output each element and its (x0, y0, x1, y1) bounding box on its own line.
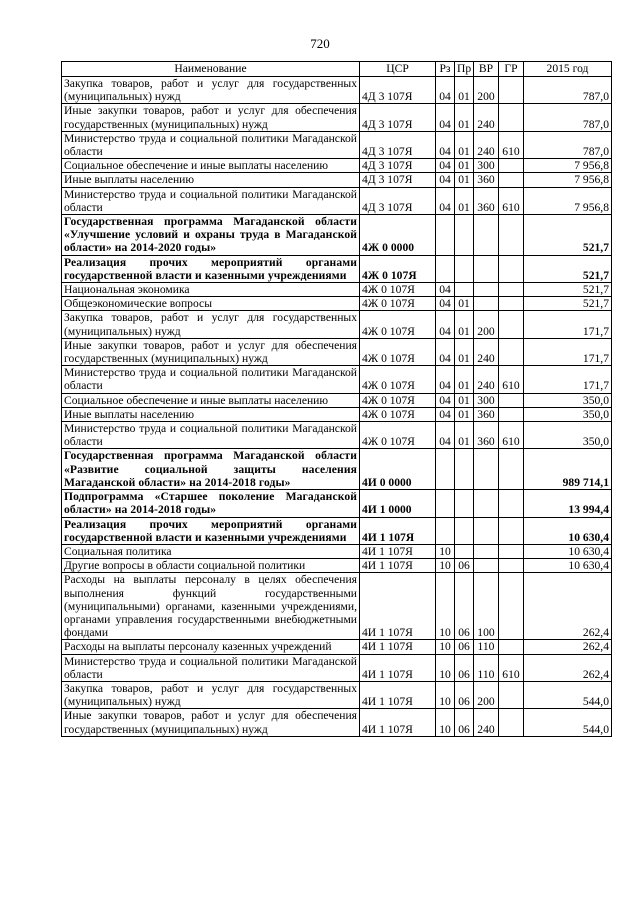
row-vr (474, 215, 499, 256)
row-rz: 04 (436, 283, 455, 297)
row-rz (436, 255, 455, 282)
row-rz: 04 (436, 338, 455, 365)
row-name: Реализация прочих мероприятий органами государственной власти и казенными учреждениями (62, 517, 360, 544)
row-vr: 200 (474, 77, 499, 104)
row-gr (499, 640, 524, 654)
row-name: Иные закупки товаров, работ и услуг для обеспечения государственных (муниципальных) нужд (62, 709, 360, 736)
row-vr: 200 (474, 681, 499, 708)
row-rz: 04 (436, 297, 455, 311)
row-gr (499, 215, 524, 256)
row-pr: 01 (455, 104, 474, 131)
row-csr: 4И 1 107Я (360, 517, 436, 544)
row-gr (499, 573, 524, 640)
row-pr: 01 (455, 77, 474, 104)
row-gr: 610 (499, 654, 524, 681)
row-gr (499, 559, 524, 573)
table-row (62, 559, 612, 573)
row-vr: 240 (474, 131, 499, 158)
table-header-row (62, 62, 612, 77)
row-pr (455, 517, 474, 544)
row-vr: 300 (474, 159, 499, 173)
row-rz: 04 (436, 131, 455, 158)
row-pr (455, 255, 474, 282)
row-pr: 01 (455, 407, 474, 421)
row-gr (499, 104, 524, 131)
row-vr (474, 283, 499, 297)
row-gr (499, 407, 524, 421)
row-name: Общеэкономические вопросы (62, 297, 360, 311)
row-rz: 04 (436, 422, 455, 449)
row-csr: 4Д 3 107Я (360, 159, 436, 173)
row-value: 171,7 (524, 366, 612, 393)
row-pr: 06 (455, 654, 474, 681)
row-vr: 240 (474, 709, 499, 736)
row-pr: 01 (455, 393, 474, 407)
row-gr (499, 173, 524, 187)
row-rz: 10 (436, 573, 455, 640)
row-csr: 4Ж 0 107Я (360, 393, 436, 407)
row-name: Расходы на выплаты персоналу казенных учреждений (62, 640, 360, 654)
row-name: Социальное обеспечение и иные выплаты населению (62, 159, 360, 173)
row-pr: 01 (455, 159, 474, 173)
row-gr (499, 283, 524, 297)
row-csr: 4Д 3 107Я (360, 131, 436, 158)
row-csr: 4Ж 0 107Я (360, 283, 436, 297)
row-pr: 06 (455, 559, 474, 573)
row-name: Иные выплаты населению (62, 407, 360, 421)
row-vr (474, 255, 499, 282)
row-vr: 360 (474, 173, 499, 187)
table-row (62, 407, 612, 421)
table-row (62, 366, 612, 393)
row-rz: 10 (436, 559, 455, 573)
row-csr: 4Ж 0 107Я (360, 407, 436, 421)
row-gr (499, 517, 524, 544)
row-value: 10 630,4 (524, 517, 612, 544)
table-row (62, 297, 612, 311)
row-pr (455, 449, 474, 490)
row-rz: 04 (436, 366, 455, 393)
row-gr: 610 (499, 366, 524, 393)
row-vr (474, 544, 499, 558)
row-pr (455, 490, 474, 517)
row-gr (499, 338, 524, 365)
row-csr: 4Д 3 107Я (360, 187, 436, 214)
row-value: 7 956,8 (524, 187, 612, 214)
row-name: Министерство труда и социальной политики Магаданской области (62, 187, 360, 214)
row-rz: 04 (436, 187, 455, 214)
row-value: 262,4 (524, 640, 612, 654)
budget-table (61, 61, 612, 737)
row-rz: 10 (436, 654, 455, 681)
row-gr: 610 (499, 131, 524, 158)
row-gr (499, 681, 524, 708)
row-vr: 300 (474, 393, 499, 407)
row-csr: 4Ж 0 0000 (360, 215, 436, 256)
header-pr: Пр (455, 62, 474, 77)
row-value: 787,0 (524, 104, 612, 131)
row-rz: 10 (436, 544, 455, 558)
row-vr: 360 (474, 422, 499, 449)
row-name: Социальное обеспечение и иные выплаты населению (62, 393, 360, 407)
table-row (62, 187, 612, 214)
row-rz: 04 (436, 393, 455, 407)
table-row (62, 681, 612, 708)
row-name: Другие вопросы в области социальной политики (62, 559, 360, 573)
row-name: Иные выплаты населению (62, 173, 360, 187)
row-pr: 01 (455, 131, 474, 158)
row-name: Подпрограмма «Старшее поколение Магаданской области» на 2014-2018 годы» (62, 490, 360, 517)
table-row (62, 159, 612, 173)
table-body (62, 77, 612, 737)
row-rz: 04 (436, 77, 455, 104)
row-value: 13 994,4 (524, 490, 612, 517)
row-vr: 110 (474, 654, 499, 681)
row-csr: 4Ж 0 107Я (360, 311, 436, 338)
row-name: Национальная экономика (62, 283, 360, 297)
row-vr: 360 (474, 407, 499, 421)
row-gr (499, 297, 524, 311)
row-name: Государственная программа Магаданской области «Развитие социальной защиты населения Магаданской области» на 2014-2018 годы» (62, 449, 360, 490)
row-csr: 4И 1 107Я (360, 654, 436, 681)
row-rz (436, 490, 455, 517)
table-row (62, 517, 612, 544)
header-csr: ЦСР (360, 62, 436, 77)
table-row (62, 131, 612, 158)
row-gr (499, 393, 524, 407)
row-csr: 4Д 3 107Я (360, 104, 436, 131)
row-rz (436, 449, 455, 490)
row-value: 262,4 (524, 573, 612, 640)
row-rz (436, 215, 455, 256)
row-value: 7 956,8 (524, 173, 612, 187)
row-csr: 4И 1 107Я (360, 559, 436, 573)
row-rz: 10 (436, 709, 455, 736)
row-rz: 04 (436, 311, 455, 338)
row-name: Закупка товаров, работ и услуг для государственных (муниципальных) нужд (62, 681, 360, 708)
row-value: 544,0 (524, 709, 612, 736)
row-value: 10 630,4 (524, 559, 612, 573)
row-value: 521,7 (524, 283, 612, 297)
table-row (62, 709, 612, 736)
row-vr (474, 559, 499, 573)
row-pr: 06 (455, 709, 474, 736)
row-value: 262,4 (524, 654, 612, 681)
row-pr: 06 (455, 640, 474, 654)
table-row (62, 283, 612, 297)
row-gr: 610 (499, 422, 524, 449)
row-csr: 4И 1 107Я (360, 640, 436, 654)
row-csr: 4И 1 107Я (360, 573, 436, 640)
row-vr: 100 (474, 573, 499, 640)
table-row (62, 422, 612, 449)
row-csr: 4Ж 0 107Я (360, 297, 436, 311)
row-value: 350,0 (524, 407, 612, 421)
row-pr (455, 283, 474, 297)
row-rz: 04 (436, 173, 455, 187)
row-vr: 360 (474, 187, 499, 214)
row-name: Государственная программа Магаданской области «Улучшение условий и охраны труда в Магаданской области» на 2014-2020 годы» (62, 215, 360, 256)
row-csr: 4И 1 0000 (360, 490, 436, 517)
row-value: 10 630,4 (524, 544, 612, 558)
row-name: Реализация прочих мероприятий органами государственной власти и казенными учреждениями (62, 255, 360, 282)
row-vr: 200 (474, 311, 499, 338)
row-value: 521,7 (524, 255, 612, 282)
row-csr: 4И 1 107Я (360, 681, 436, 708)
table-row (62, 173, 612, 187)
row-pr: 06 (455, 573, 474, 640)
row-pr: 01 (455, 297, 474, 311)
row-csr: 4И 1 107Я (360, 544, 436, 558)
row-name: Социальная политика (62, 544, 360, 558)
row-gr (499, 490, 524, 517)
row-value: 787,0 (524, 131, 612, 158)
row-vr: 240 (474, 366, 499, 393)
row-csr: 4Д 3 107Я (360, 173, 436, 187)
page-number: 720 (310, 36, 330, 51)
row-gr (499, 544, 524, 558)
row-value: 521,7 (524, 215, 612, 256)
row-gr (499, 77, 524, 104)
row-vr (474, 449, 499, 490)
header-vr: ВР (474, 62, 499, 77)
table-row (62, 255, 612, 282)
row-gr (499, 709, 524, 736)
row-csr: 4Ж 0 107Я (360, 422, 436, 449)
row-value: 7 956,8 (524, 159, 612, 173)
row-name: Министерство труда и социальной политики Магаданской области (62, 131, 360, 158)
row-rz: 10 (436, 681, 455, 708)
row-csr: 4И 0 0000 (360, 449, 436, 490)
row-csr: 4Ж 0 107Я (360, 255, 436, 282)
row-gr: 610 (499, 187, 524, 214)
row-pr (455, 215, 474, 256)
table-row (62, 544, 612, 558)
row-pr: 01 (455, 422, 474, 449)
table-row (62, 215, 612, 256)
header-year: 2015 год (524, 62, 612, 77)
row-pr: 06 (455, 681, 474, 708)
row-pr: 01 (455, 173, 474, 187)
row-rz: 04 (436, 407, 455, 421)
row-pr: 01 (455, 338, 474, 365)
header-name: Наименование (62, 62, 360, 77)
row-name: Министерство труда и социальной политики Магаданской области (62, 654, 360, 681)
row-csr: 4Ж 0 107Я (360, 366, 436, 393)
table-row (62, 449, 612, 490)
row-vr: 240 (474, 104, 499, 131)
row-value: 350,0 (524, 393, 612, 407)
row-value: 544,0 (524, 681, 612, 708)
row-gr (499, 159, 524, 173)
row-value: 350,0 (524, 422, 612, 449)
row-csr: 4Д 3 107Я (360, 77, 436, 104)
header-gr: ГР (499, 62, 524, 77)
row-name: Иные закупки товаров, работ и услуг для обеспечения государственных (муниципальных) нужд (62, 104, 360, 131)
row-pr: 01 (455, 366, 474, 393)
header-rz: Рз (436, 62, 455, 77)
table-row (62, 311, 612, 338)
row-value: 171,7 (524, 338, 612, 365)
table-row (62, 640, 612, 654)
table-row (62, 490, 612, 517)
row-pr (455, 544, 474, 558)
table-row (62, 393, 612, 407)
row-rz: 04 (436, 159, 455, 173)
row-pr: 01 (455, 311, 474, 338)
row-name: Закупка товаров, работ и услуг для государственных (муниципальных) нужд (62, 311, 360, 338)
row-csr: 4И 1 107Я (360, 709, 436, 736)
row-vr (474, 297, 499, 311)
row-name: Закупка товаров, работ и услуг для государственных (муниципальных) нужд (62, 77, 360, 104)
table-row (62, 654, 612, 681)
row-value: 787,0 (524, 77, 612, 104)
row-vr (474, 517, 499, 544)
table-row (62, 573, 612, 640)
row-name: Иные закупки товаров, работ и услуг для обеспечения государственных (муниципальных) нужд (62, 338, 360, 365)
row-value: 989 714,1 (524, 449, 612, 490)
row-vr: 110 (474, 640, 499, 654)
row-value: 171,7 (524, 311, 612, 338)
row-gr (499, 449, 524, 490)
row-vr (474, 490, 499, 517)
row-rz (436, 517, 455, 544)
row-rz: 10 (436, 640, 455, 654)
table-row (62, 338, 612, 365)
row-gr (499, 255, 524, 282)
row-name: Министерство труда и социальной политики Магаданской области (62, 366, 360, 393)
row-gr (499, 311, 524, 338)
table-row (62, 104, 612, 131)
row-csr: 4Ж 0 107Я (360, 338, 436, 365)
row-vr: 240 (474, 338, 499, 365)
table-row (62, 77, 612, 104)
row-rz: 04 (436, 104, 455, 131)
row-name: Расходы на выплаты персоналу в целях обеспечения выполнения функций государственными (муниципальными) органами, казенными учреждениями, органами управления государственными внебюджетными фондами (62, 573, 360, 640)
row-pr: 01 (455, 187, 474, 214)
row-value: 521,7 (524, 297, 612, 311)
row-name: Министерство труда и социальной политики Магаданской области (62, 422, 360, 449)
